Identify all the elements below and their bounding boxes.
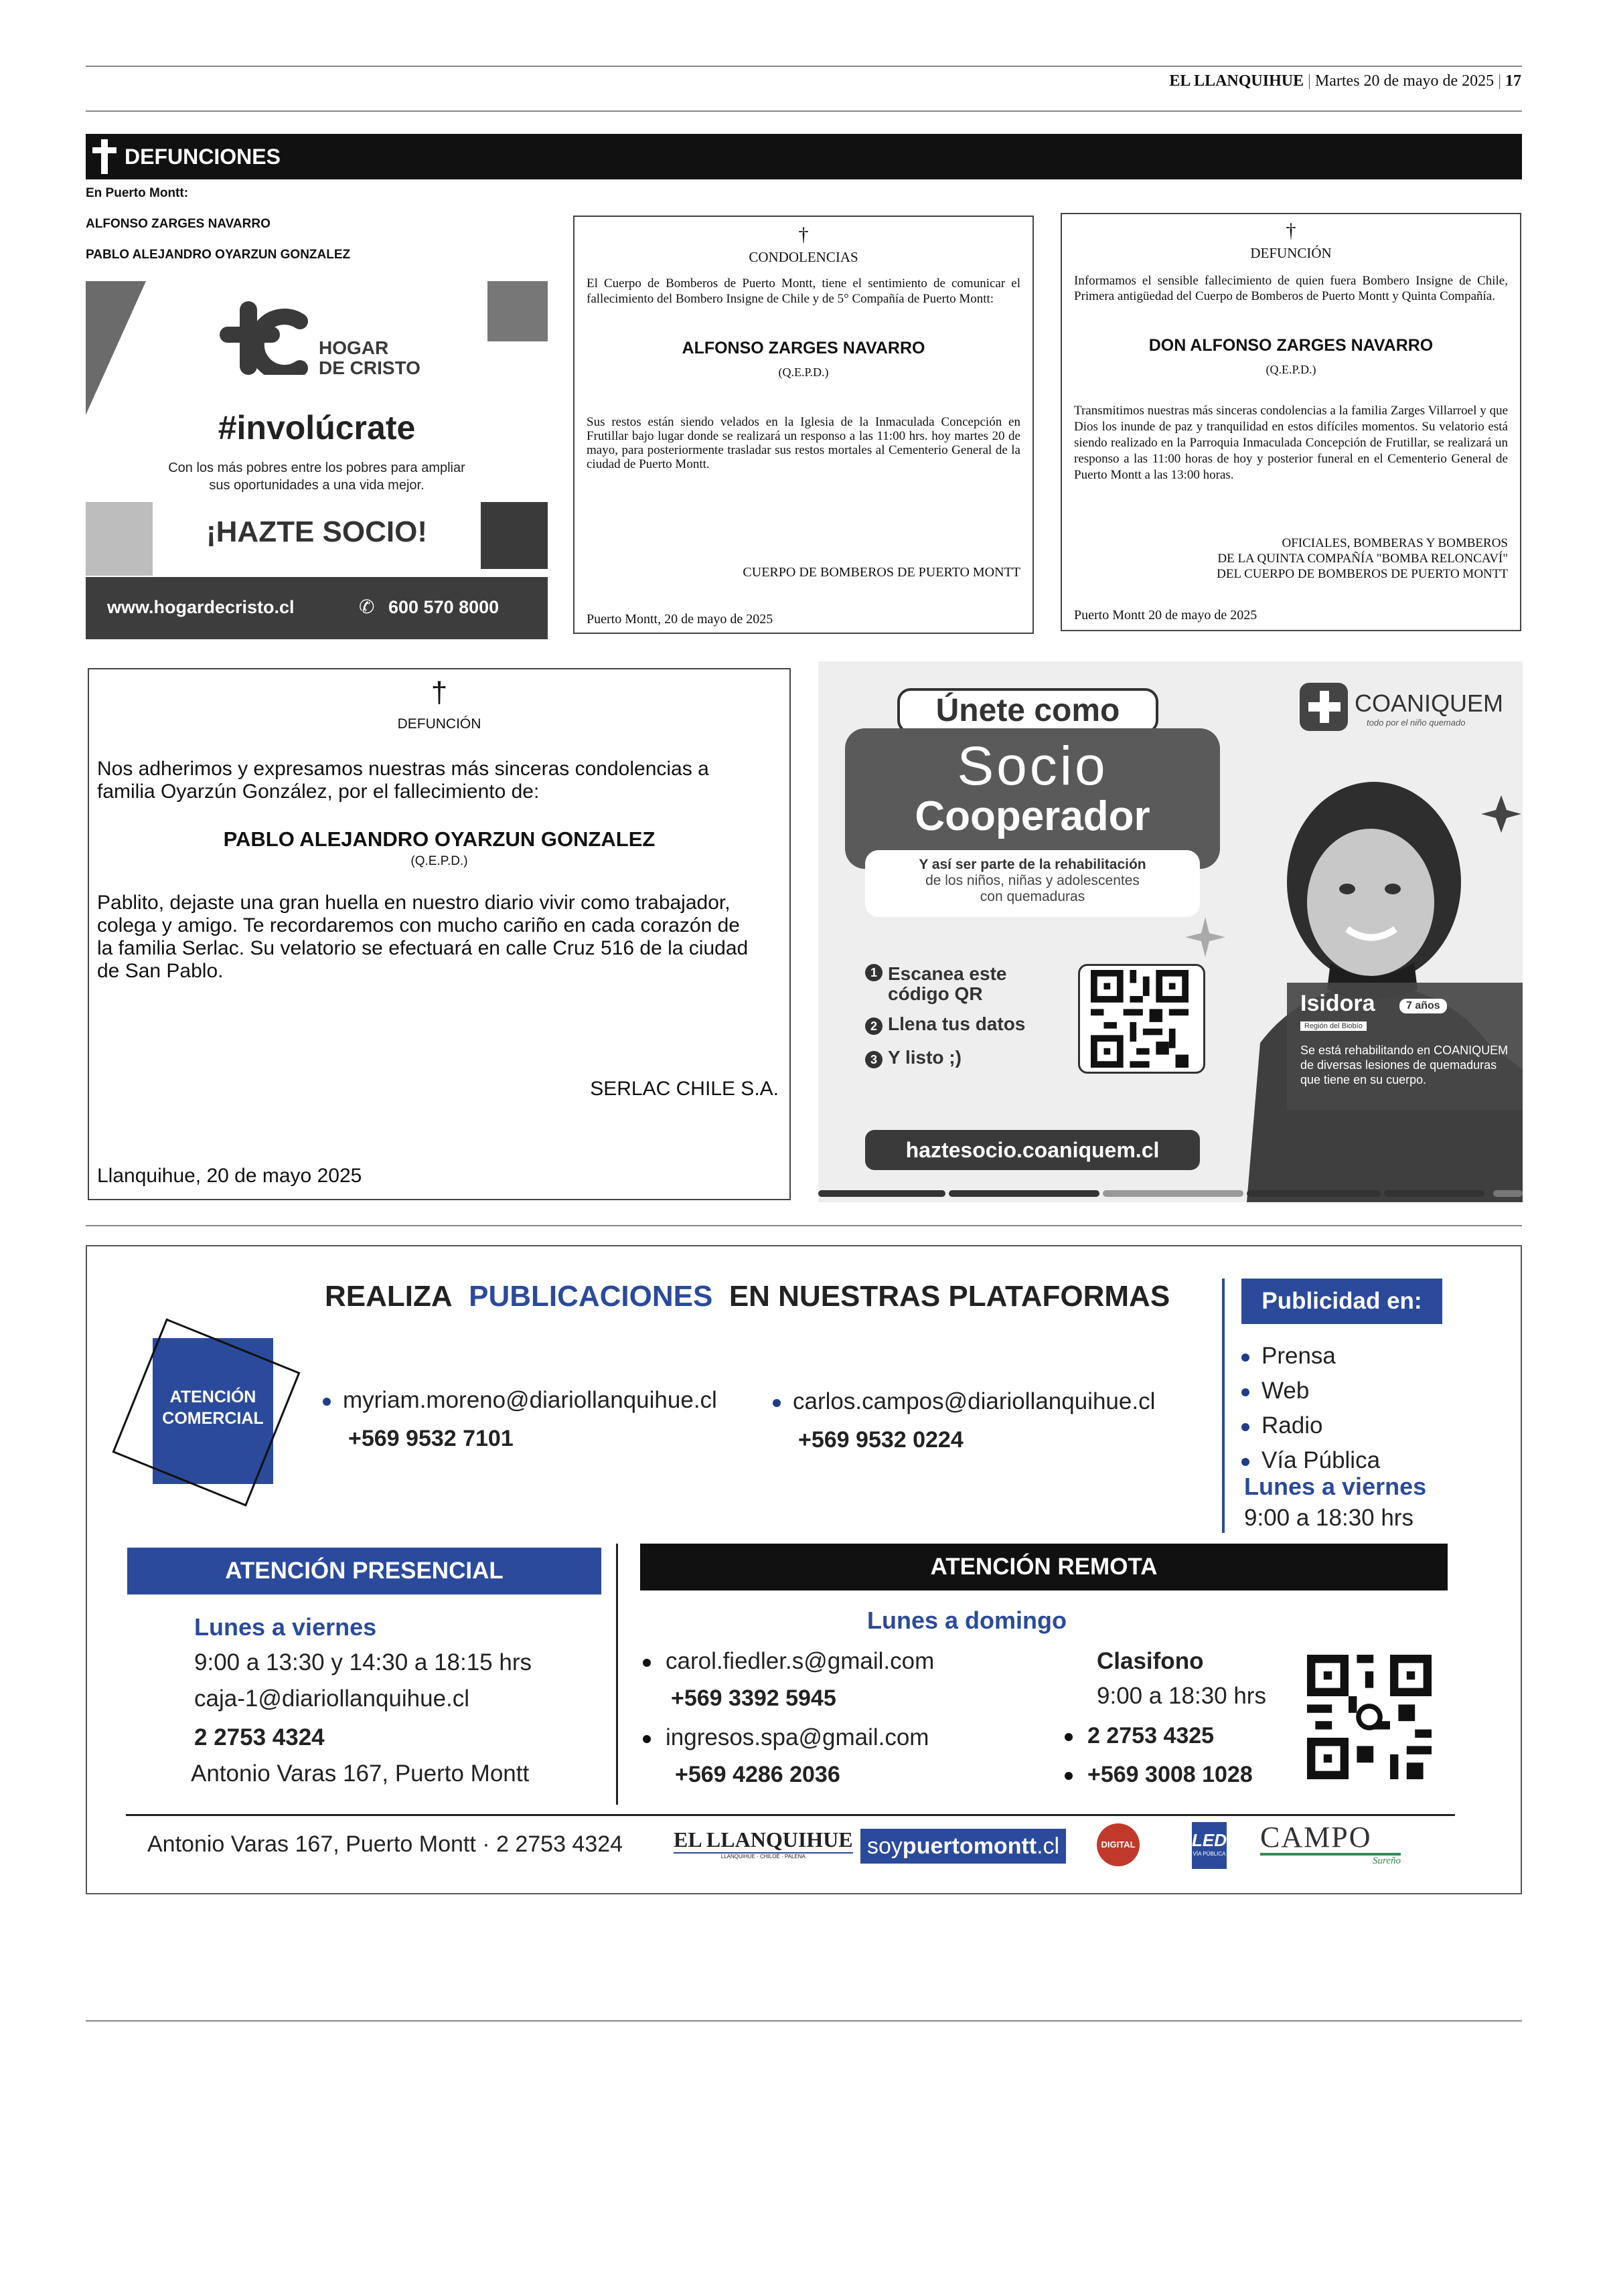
logo2-c: .cl bbox=[1037, 1833, 1060, 1859]
hogar-brand bbox=[319, 338, 420, 378]
step-3-text: Y listo ;) bbox=[888, 1047, 962, 1068]
contact2-phone: +569 9532 0224 bbox=[798, 1427, 964, 1453]
sparkle-icon bbox=[1185, 917, 1225, 957]
panel-title-b: PUBLICACIONES bbox=[469, 1280, 713, 1313]
bullet-icon bbox=[1241, 1354, 1249, 1362]
notice3-cross-icon: † bbox=[431, 676, 448, 709]
clasifono-title: Clasifono bbox=[1097, 1648, 1204, 1674]
notice2-signature bbox=[1217, 536, 1508, 582]
publicidad-hours: 9:00 a 18:30 hrs bbox=[1244, 1505, 1413, 1531]
logo2-b: puertomontt bbox=[902, 1833, 1037, 1859]
notice1-name: ALFONSO ZARGES NAVARRO bbox=[682, 339, 925, 357]
coaniquem-step-1 bbox=[865, 964, 1073, 1004]
presencial-divider bbox=[616, 1544, 618, 1805]
hogar-footer-bar bbox=[86, 577, 548, 639]
logo4-text: LED bbox=[1192, 1830, 1227, 1850]
bullet-icon bbox=[643, 1735, 651, 1743]
bullet-icon bbox=[1241, 1388, 1249, 1396]
presencial-days: Lunes a viernes bbox=[194, 1613, 377, 1641]
panel-footer-address: Antonio Varas 167, Puerto Montt · 2 2753 4324 bbox=[147, 1831, 623, 1857]
step-2-text: Llena tus datos bbox=[888, 1013, 1026, 1034]
bullet-icon bbox=[323, 1398, 331, 1406]
coaniquem-brand: COANIQUEM bbox=[1355, 689, 1504, 717]
publicidad-item-text: Prensa bbox=[1261, 1343, 1336, 1369]
section-bar bbox=[86, 134, 1522, 179]
publicidad-item-web bbox=[1241, 1374, 1380, 1408]
logo1-sub: LLANQUIHUE · CHILOÉ · PALENA bbox=[674, 1852, 853, 1860]
presencial-email[interactable]: caja-1@diariollanquihue.cl bbox=[194, 1686, 470, 1712]
publicidad-item-prensa bbox=[1241, 1339, 1380, 1374]
hogar-de-cristo-ad bbox=[86, 281, 548, 639]
panel-footer-rule bbox=[126, 1814, 1455, 1816]
section-title: DEFUNCIONES bbox=[125, 145, 281, 169]
remota-title: ATENCIÓN REMOTA bbox=[640, 1544, 1448, 1590]
coaniquem-headline-2: Socio bbox=[957, 736, 1108, 797]
hogar-tagline-2: sus oportunidades a una vida mejor. bbox=[209, 478, 425, 493]
coaniquem-url[interactable]: haztesocio.coaniquem.cl bbox=[865, 1130, 1200, 1170]
logo-digital: DIGITAL bbox=[1097, 1823, 1140, 1866]
child-photo bbox=[1220, 762, 1523, 1202]
notice1-body: Sus restos están siendo velados en la Iglesia de la Inmaculada Concepción en Frutillar bajo lugar donde se realizará un responso a las 11:00 hrs. hoy martes 20 de mayo, para posteriormente trasladar sus restos mortales al Cementerio General de la ciudad de Puerto Montt. bbox=[587, 415, 1020, 471]
contact1-email-text[interactable]: myriam.moreno@diariollanquihue.cl bbox=[343, 1387, 717, 1413]
clasifono-phone2-text: +569 3008 1028 bbox=[1087, 1762, 1253, 1787]
logo-soypuertomontt bbox=[860, 1829, 1066, 1864]
bullet-icon bbox=[1065, 1733, 1073, 1741]
notice1-heading: CONDOLENCIAS bbox=[749, 249, 858, 265]
coaniquem-logo-icon bbox=[1297, 680, 1351, 734]
hogar-website: www.hogardecristo.cl bbox=[107, 597, 295, 617]
hogar-phone: 600 570 8000 bbox=[388, 597, 500, 617]
logo1-text: EL LLANQUIHUE bbox=[674, 1827, 853, 1852]
remota-phone2: +569 4286 2036 bbox=[675, 1762, 840, 1787]
whatsapp-qr-code-icon[interactable] bbox=[1307, 1655, 1432, 1779]
coaniquem-logo bbox=[1297, 680, 1504, 734]
contact2-email bbox=[773, 1388, 1155, 1415]
child-name: Isidora bbox=[1300, 991, 1375, 1016]
header-date: Martes 20 de mayo de 2025 bbox=[1314, 72, 1495, 90]
child-region: Región del Biobío bbox=[1300, 1021, 1367, 1031]
cross-icon bbox=[91, 138, 118, 175]
panel-title-c: EN NUESTRAS PLATAFORMAS bbox=[729, 1280, 1170, 1313]
notice3-qepd: (Q.E.P.D.) bbox=[410, 854, 468, 868]
page-number: 17 bbox=[1505, 72, 1521, 90]
bullet-icon bbox=[1241, 1423, 1249, 1431]
qr-code-icon[interactable] bbox=[1089, 970, 1190, 1068]
notice2-heading: DEFUNCIÓN bbox=[1250, 245, 1332, 261]
paper-name: EL LLANQUIHUE bbox=[1169, 72, 1304, 90]
notice2-signature-line-2: DE LA QUINTA COMPAÑÍA "BOMBA RELONCAVÍ" bbox=[1217, 552, 1508, 566]
notice3-heading: DEFUNCIÓN bbox=[397, 716, 481, 732]
notice3-name: PABLO ALEJANDRO OYARZUN GONZALEZ bbox=[223, 827, 656, 851]
notice1-cross-icon: † bbox=[798, 224, 809, 246]
bottom-rule bbox=[86, 2020, 1522, 2022]
child-age: 7 años bbox=[1399, 999, 1447, 1013]
clasifono-hours: 9:00 a 18:30 hrs bbox=[1097, 1683, 1266, 1709]
presencial-title: ATENCIÓN PRESENCIAL bbox=[127, 1548, 601, 1594]
presencial-phone: 2 2753 4324 bbox=[194, 1724, 325, 1750]
remota-email1-text[interactable]: carol.fiedler.s@gmail.com bbox=[666, 1648, 935, 1674]
coaniquem-sub-3: con quemaduras bbox=[980, 889, 1085, 904]
panel-title bbox=[325, 1280, 1170, 1313]
notice1-qepd: (Q.E.P.D.) bbox=[778, 365, 829, 379]
clasifono-phone1 bbox=[1065, 1723, 1214, 1749]
section-place: En Puerto Montt: bbox=[86, 186, 189, 200]
publicidad-item-text: Radio bbox=[1261, 1412, 1323, 1439]
mid-rule bbox=[86, 1225, 1522, 1226]
publicidad-divider bbox=[1222, 1279, 1225, 1533]
step-1-text: Escanea este código QR bbox=[888, 963, 1007, 1004]
logo5-sub: Sureño bbox=[1373, 1856, 1401, 1866]
notice2-qepd: (Q.E.P.D.) bbox=[1266, 363, 1316, 376]
coaniquem-sub-2: de los niños, niñas y adolescentes bbox=[925, 873, 1140, 888]
publicidad-item-text: Web bbox=[1261, 1378, 1310, 1404]
step-2-number: 2 bbox=[865, 1017, 883, 1035]
publicidad-days: Lunes a viernes bbox=[1244, 1473, 1427, 1500]
publicaciones-panel bbox=[86, 1245, 1522, 1894]
notice2-cross-icon: † bbox=[1286, 220, 1296, 242]
coaniquem-step-2 bbox=[865, 1013, 1025, 1035]
remota-phone1: +569 3392 5945 bbox=[671, 1686, 836, 1711]
clasifono-phone2 bbox=[1065, 1762, 1253, 1788]
coaniquem-ad bbox=[818, 661, 1523, 1202]
coaniquem-sub-1: Y así ser parte de la rehabilitación bbox=[919, 857, 1146, 872]
logo-campo-sureno bbox=[1260, 1822, 1401, 1867]
phone-icon: ✆ bbox=[359, 596, 375, 617]
notice2-footer: Puerto Montt 20 de mayo de 2025 bbox=[1074, 608, 1257, 623]
logo-el-llanquihue bbox=[674, 1827, 853, 1860]
logo5-text: CAMPO bbox=[1260, 1822, 1401, 1856]
publicidad-item-text: Vía Pública bbox=[1261, 1447, 1381, 1473]
clasifono-phone1-text: 2 2753 4325 bbox=[1087, 1723, 1215, 1748]
hogar-brand-line2: DE CRISTO bbox=[319, 357, 420, 378]
publicidad-list bbox=[1241, 1339, 1380, 1478]
notice1-footer: Puerto Montt, 20 de mayo de 2025 bbox=[587, 612, 773, 627]
presencial-hours: 9:00 a 13:30 y 14:30 a 18:15 hrs bbox=[194, 1649, 532, 1675]
notice2-body: Transmitimos nuestras más sinceras condolencias a la familia Zarges Villarroel y que Dios los inunde de paz y tranquilidad en estos difíciles momentos. Su velatorio está siendo realizado en la Parroquia Inmaculada Concepción de Frutillar, se realizará un responso a las 11:00 horas de hoy y posterior funeral en el Cementerio General de Puerto Montt a las 13:00 horas. bbox=[1074, 404, 1508, 482]
header-rule bbox=[86, 110, 1522, 112]
top-rule bbox=[86, 66, 1522, 67]
hogar-tagline-1: Con los más pobres entre los pobres para ampliar bbox=[168, 461, 465, 475]
section-name-1: ALFONSO ZARGES NAVARRO bbox=[86, 217, 271, 231]
child-text: Se está rehabilitando en COANIQUEM de diversas lesiones de quemaduras que tiene en su cuerpo. bbox=[1300, 1044, 1509, 1086]
remota-email2-text[interactable]: ingresos.spa@gmail.com bbox=[666, 1724, 929, 1750]
contact1-phone: +569 9532 7101 bbox=[348, 1426, 514, 1451]
coaniquem-qr-frame bbox=[1078, 964, 1205, 1074]
remota-email1 bbox=[643, 1648, 934, 1675]
notice1-intro: El Cuerpo de Bomberos de Puerto Montt, tiene el sentimiento de comunicar el fallecimiento del Bombero Insigne de Chile y de 5° Compañía de Puerto Montt: bbox=[587, 276, 1020, 306]
notice2-signature-line-3: DEL CUERPO DE BOMBEROS DE PUERTO MONTT bbox=[1217, 567, 1508, 581]
contact2-email-text[interactable]: carlos.campos@diariollanquihue.cl bbox=[793, 1388, 1156, 1414]
page-header: EL LLANQUIHUE | Martes 20 de mayo de 2025 | 17 bbox=[1169, 72, 1521, 90]
coaniquem-headline-1: Únete como bbox=[897, 688, 1158, 734]
notice3-intro: Nos adherimos y expresamos nuestras más sinceras condolencias a familia Oyarzún González, por el fallecimiento de: bbox=[97, 758, 709, 803]
hogar-hashtag: #involúcrate bbox=[218, 409, 416, 446]
badge-text: ATENCIÓN COMERCIAL bbox=[162, 1388, 264, 1428]
coaniquem-headline-3: Cooperador bbox=[915, 793, 1150, 839]
notice3-body: Pablito, dejaste una gran huella en nuestro diario vivir como trabajador, colega y amigo. Te recordaremos con mucho cariño en cada corazón de la familia Serlac. Su velatorio se efectuará en calle Cruz 516 de la ciudad de San Pablo. bbox=[97, 892, 749, 982]
hogar-brand-line1: HOGAR bbox=[319, 337, 389, 358]
hogar-logo-icon bbox=[220, 301, 313, 375]
logo-led bbox=[1192, 1822, 1227, 1869]
notice2-intro: Informamos el sensible fallecimiento de quien fuera Bombero Insigne de Chile, Primera antigüedad del Cuerpo de Bomberos de Puerto Montt y Quinta Compañía. bbox=[1074, 274, 1508, 303]
step-1-number: 1 bbox=[865, 964, 883, 981]
panel-title-a: REALIZA bbox=[325, 1280, 453, 1313]
logo2-a: soy bbox=[867, 1833, 903, 1859]
notice1-signature: CUERPO DE BOMBEROS DE PUERTO MONTT bbox=[743, 565, 1020, 580]
hogar-cta: ¡HAZTE SOCIO! bbox=[206, 515, 427, 548]
contact1-email bbox=[323, 1387, 717, 1414]
notice-defuncion-bomberos bbox=[1061, 213, 1521, 631]
notice-condolencias bbox=[573, 216, 1034, 634]
remota-days: Lunes a domingo bbox=[866, 1607, 1067, 1634]
notice3-footer: Llanquihue, 20 de mayo 2025 bbox=[97, 1165, 362, 1187]
publicidad-item-radio bbox=[1241, 1408, 1380, 1443]
remota-email2 bbox=[643, 1724, 929, 1751]
bullet-icon bbox=[1065, 1772, 1073, 1780]
child-caption bbox=[1287, 983, 1523, 1110]
notice-defuncion-serlac bbox=[88, 668, 791, 1200]
section-name-2: PABLO ALEJANDRO OYARZUN GONZALEZ bbox=[86, 248, 351, 262]
publicidad-title: Publicidad en: bbox=[1241, 1279, 1442, 1324]
notice3-signature: SERLAC CHILE S.A. bbox=[590, 1078, 779, 1100]
notice2-signature-line-1: OFICIALES, BOMBERAS Y BOMBEROS bbox=[1282, 536, 1508, 550]
bullet-icon bbox=[1241, 1458, 1249, 1466]
notice2-name: DON ALFONSO ZARGES NAVARRO bbox=[1148, 336, 1434, 355]
step-3-number: 3 bbox=[865, 1051, 883, 1068]
coaniquem-progress-bar bbox=[818, 1190, 1523, 1197]
coaniquem-brand-sub: todo por el niño quemado bbox=[1367, 718, 1466, 728]
bullet-icon bbox=[773, 1399, 781, 1407]
coaniquem-sub-box bbox=[865, 850, 1200, 917]
bullet-icon bbox=[643, 1659, 651, 1667]
coaniquem-step-3 bbox=[865, 1047, 962, 1068]
presencial-address: Antonio Varas 167, Puerto Montt bbox=[191, 1760, 530, 1787]
logo4-sub: VÍA PÚBLICA bbox=[1193, 1851, 1226, 1857]
